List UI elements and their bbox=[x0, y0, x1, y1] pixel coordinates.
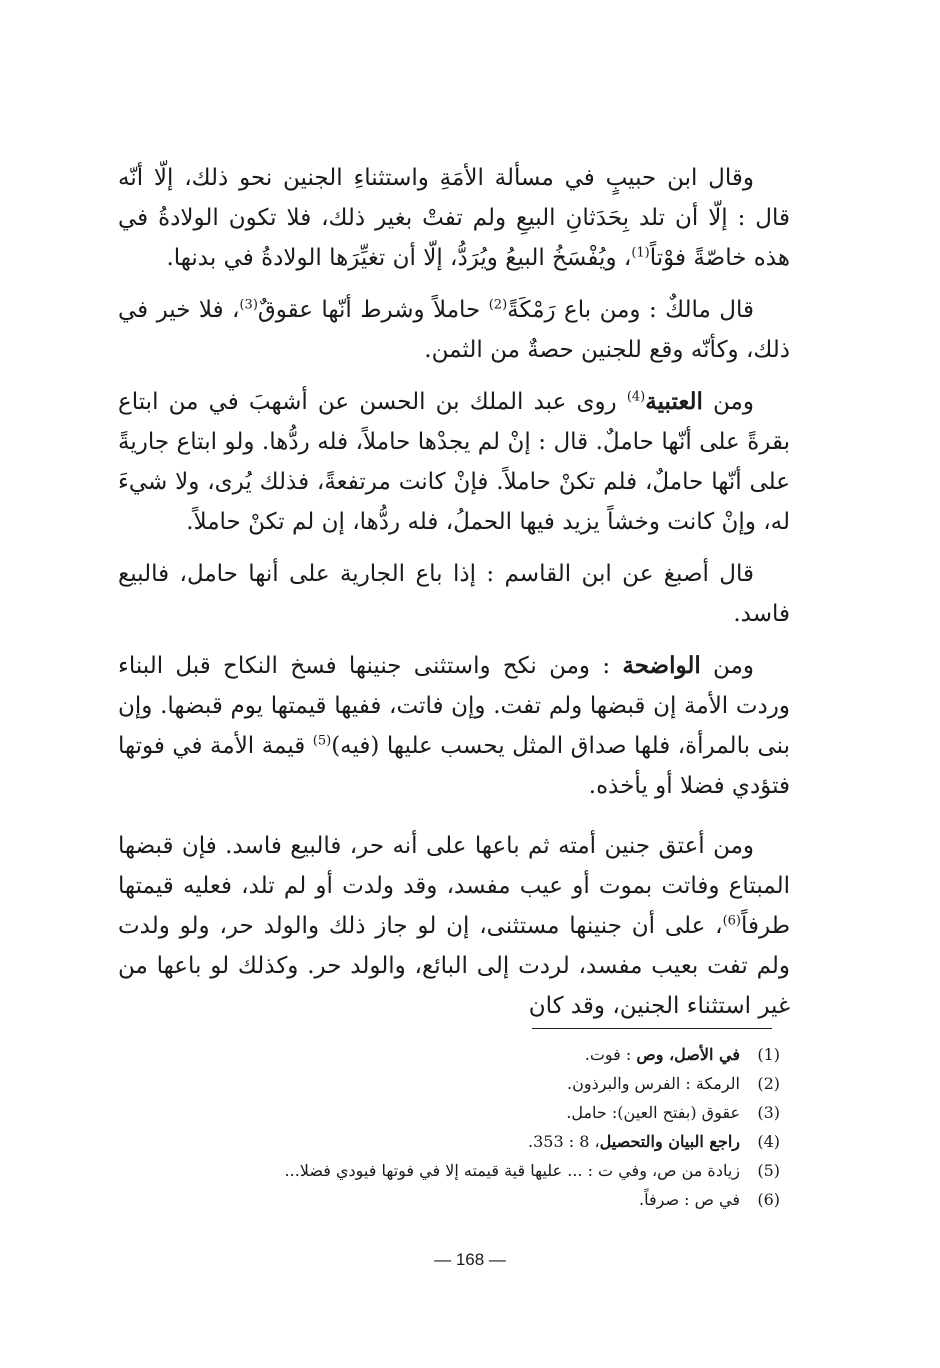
footnote-number: (3) bbox=[757, 1103, 780, 1122]
source-title-wadiha: الواضحة bbox=[622, 652, 701, 679]
footnote-item: (1) في الأصل، وص : فوت. bbox=[200, 1040, 780, 1069]
footnote-ref-6: (6) bbox=[722, 913, 741, 929]
footnotes bbox=[200, 1040, 780, 1214]
footnote-ref-2: (2) bbox=[488, 297, 508, 313]
footnote-number: (1) bbox=[757, 1045, 780, 1064]
footnote-item: (2) الرمكة : الفرس والبرذون. bbox=[200, 1069, 780, 1098]
footnote-ref-4: (4) bbox=[626, 389, 646, 405]
footnote-ref-3: (3) bbox=[239, 297, 258, 313]
paragraph-malik: قال مالكٌ : ومن باع رَمْكَةً$^{(2)}$ حاملاً وشرط أنّها عقوقٌ$^{(3)}$، فلا خير في ذلك، وكأنّه وقع للجنين حصةٌ من الثمن. bbox=[118, 297, 790, 363]
paragraph-utbiyya: ومن العتبية$^{(4)}$ روى عبد الملك بن الحسن عن أشهبَ في من ابتاع بقرةً على أنّها حاملٌ. قال : إنْ لم يجدْها حاملاً، فله ردُّها. ولو ابتاع جاريةً على أنّها حاملٌ، فلم تكنْ حاملاً. فإنْ كانت مرتفعةً، فذلك يُرى، ولا شيءَ له، وإنْ كانت وخشاً يزيد فيها الحملُ، فله ردُّها، إن لم تكنْ حاملاً. bbox=[118, 388, 790, 535]
footnote-number: (2) bbox=[757, 1074, 780, 1093]
footnote-item: (3) عقوق (بفتح العين): حامل. bbox=[200, 1098, 780, 1127]
footnote-number: (5) bbox=[757, 1161, 780, 1180]
paragraph-ibn-habib: وقال ابن حبيبٍ في مسألة الأمَةِ واستثناءِ الجنين نحو ذلك، إلّا أنّه قال : إلّا أن تلد بِحَدَثانِ البيعِ ولم تفتْ بغير ذلك، فلا تكون الولادةُ في هذه خاصّةً فوْتاً$^{(1)}$، ويُفْسَخُ البيعُ ويُرَدُّ، إلّا أن تغيِّرَها الولادةُ في بدنها. bbox=[118, 165, 790, 271]
footnote-item: (6) في ص : صرفاً. bbox=[200, 1185, 780, 1214]
footnote-item: (5) زيادة من ص، وفي ت : ... عليها قية قيمته إلا في فوتها فيودي فضلا... bbox=[200, 1156, 780, 1185]
footnote-ref-5: (5) bbox=[312, 733, 332, 749]
paragraph-asbagh: قال أصبغ عن ابن القاسم : إذا باع الجارية على أنها حامل، فالبيع فاسد. bbox=[118, 561, 790, 627]
footnote-separator bbox=[532, 1028, 772, 1029]
paragraph-wadiha: ومن الواضحة : ومن نكح واستثنى جنينها فسخ النكاح قبل البناء وردت الأمة إن قبضها ولم تفت. وإن فاتت، ففيها قيمتها يوم قبضها. وإن بنى بالمرأة، فلها صداق المثل يحسب عليها (فيه)$^{(5)}$ قيمة الأمة في فوتها فتؤدي فضلا أو يأخذه. bbox=[118, 652, 790, 799]
main-text bbox=[118, 158, 790, 1038]
source-title-utbiyya: العتبية bbox=[645, 388, 703, 415]
footnote-number: (6) bbox=[757, 1190, 780, 1209]
footnote-ref-1: (1) bbox=[631, 245, 650, 261]
footnote-item: (4) راجع البيان والتحصيل، 8 : 353. bbox=[200, 1127, 780, 1156]
footnote-number: (4) bbox=[757, 1132, 780, 1151]
paragraph-manumission: ومن أعتق جنين أمته ثم باعها على أنه حر، فالبيع فاسد. فإن قبضها المبتاع وفاتت بموت أو عيب مفسد، وقد ولدت أو لم تلد، فعليه قيمتها طرفاً$^{(6)}$، على أن جنينها مستثنى، إن لو جاز ذلك والولد حر، ولو ولدت ولم تفت بعيب مفسد، لردت إلى البائع، والولد حر. وكذلك لو باعها من غير استثناء الجنين، وقد كان bbox=[118, 833, 790, 1019]
page-number: — 168 — bbox=[434, 1250, 506, 1269]
